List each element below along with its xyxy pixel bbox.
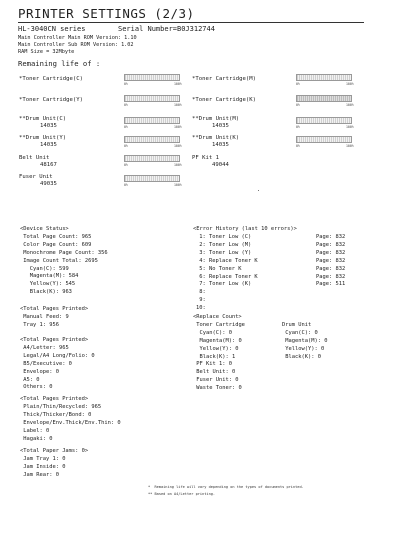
gauge-label: *Toner Cartridge(C) xyxy=(19,76,83,82)
gauge-value: 49035 xyxy=(40,181,57,187)
rom-info xyxy=(18,35,137,56)
gauge-max: 100% xyxy=(174,82,182,86)
pages-by-media-section: <Total Pages Printed> Plain/Thin/Recycled: 965 Thick/Thicker/Bond: 0 Envelope/Env.Thick/Env.Thin: 0 Label: 0 Hagaki: 0 xyxy=(20,396,121,442)
gauge-value: 14035 xyxy=(212,123,229,129)
gauge-min: 0% xyxy=(124,163,128,167)
gauge-min: 0% xyxy=(124,125,128,129)
gauge-label: **Drum Unit(M) xyxy=(192,116,240,122)
gauge-min: 0% xyxy=(124,82,128,86)
replace-count-section: <Replace Count> Toner Cartridge Cyan(C): 0 Magenta(M): 0 Yellow(Y): 0 Black(K): 1 PF Kit 1: 0 Belt Unit: 0 Fuser Unit: 0 Waste Toner: 0 xyxy=(193,314,245,392)
gauge-label: *Toner Cartridge(Y) xyxy=(19,97,83,103)
gauge-bar xyxy=(124,117,180,124)
gauge-bar xyxy=(296,136,352,143)
gauge-label: Belt Unit xyxy=(19,155,50,161)
gauge-max: 100% xyxy=(174,144,182,148)
separator-dot xyxy=(258,190,259,191)
device-status-section xyxy=(20,226,108,297)
gauge-max: 100% xyxy=(174,183,182,187)
gauge-bar xyxy=(124,175,180,182)
paper-jams-section: <Total Paper Jams: 0> Jam Tray 1: 0 Jam Inside: 0 Jam Rear: 0 xyxy=(20,448,89,478)
image-count-magenta: Magenta(M): 584 xyxy=(23,273,79,280)
pages-by-size-section: <Total Pages Printed> A4/Letter: 965 Legal/A4 Long/Folio: 0 B5/Executive: 0 Envelope: 0 A5: 0 Others: 0 xyxy=(20,337,95,391)
tray1-count: Tray 1: 956 xyxy=(23,321,59,328)
gauge-value: 14035 xyxy=(40,142,57,148)
section-title: <Replace Count> xyxy=(193,314,242,320)
toner-cartridge-heading: Toner Cartridge xyxy=(196,321,245,328)
page-title: PRINTER SETTINGS (2/3) xyxy=(18,6,195,21)
error-history-pages: Page: 832 Page: 832 Page: 832 Page: 832 Page: 832 Page: 832 Page: 511 xyxy=(316,234,346,288)
gauge-value: 14035 xyxy=(40,123,57,129)
section-title: <Total Paper Jams: 0> xyxy=(20,448,89,454)
model-name: HL-3040CN series xyxy=(18,25,86,33)
drum-unit-replace-count: Drum Unit Cyan(C): 0 Magenta(M): 0 Yellow(Y): 0 Black(K): 0 xyxy=(282,322,328,360)
gauge-max: 100% xyxy=(174,125,182,129)
gauge-label: Fuser Unit xyxy=(19,174,53,180)
gauge-max: 100% xyxy=(346,144,354,148)
gauge-label: **Drum Unit(C) xyxy=(19,116,67,122)
gauge-min: 0% xyxy=(124,103,128,107)
section-title: <Device Status> xyxy=(20,226,69,232)
gauge-min: 0% xyxy=(296,103,300,107)
gauge-min: 0% xyxy=(124,183,128,187)
main-rom-version: Main Controller Main ROM Version: 1.10 xyxy=(18,35,137,41)
mono-page-count: Monochrome Page Count: 356 xyxy=(23,249,108,256)
gauge-bar xyxy=(296,117,352,124)
gauge-bar xyxy=(296,74,352,81)
gauge-bar xyxy=(296,95,352,102)
gauge-bar xyxy=(124,74,180,81)
gauge-max: 100% xyxy=(346,125,354,129)
gauge-max: 100% xyxy=(174,163,182,167)
section-title: <Total Pages Printed> xyxy=(20,306,89,312)
gauge-value: 14035 xyxy=(212,142,229,148)
error-history-title: <Error History (last 10 errors)> xyxy=(193,226,297,232)
gauge-min: 0% xyxy=(296,144,300,148)
pages-by-feed-section xyxy=(20,306,88,330)
manual-feed-count: Manual Feed: 9 xyxy=(23,313,69,320)
gauge-label: **Drum Unit(K) xyxy=(192,135,240,141)
footnote-based-on: ** Based on A4/Letter printing. xyxy=(148,492,216,496)
gauge-bar xyxy=(124,95,180,102)
gauge-label: *Toner Cartridge(K) xyxy=(192,97,256,103)
gauge-min: 0% xyxy=(296,82,300,86)
total-page-count: Total Page Count: 965 xyxy=(23,233,92,240)
footnote-remaining-life: * Remaining life will vary depending on the types of documents printed. xyxy=(148,485,304,489)
gauge-min: 0% xyxy=(296,125,300,129)
serial-number: Serial Number=B0J312744 xyxy=(118,25,215,33)
gauge-max: 100% xyxy=(346,82,354,86)
section-title: <Total Pages Printed> xyxy=(20,337,89,343)
gauge-label: *Toner Cartridge(M) xyxy=(192,76,256,82)
image-count-total: Image Count Total: 2695 xyxy=(23,257,98,264)
gauge-max: 100% xyxy=(346,103,354,107)
drum-unit-heading: Drum Unit xyxy=(282,322,312,328)
gauge-max: 100% xyxy=(174,103,182,107)
section-title: <Total Pages Printed> xyxy=(20,396,89,402)
image-count-yellow: Yellow(Y): 545 xyxy=(23,281,76,288)
remaining-life-title: Remaining life of : xyxy=(18,59,101,68)
gauge-label: PF Kit 1 xyxy=(192,155,219,161)
title-divider xyxy=(18,22,364,23)
gauge-min: 0% xyxy=(124,144,128,148)
gauge-value: 49044 xyxy=(212,162,229,168)
gauge-value: 48167 xyxy=(40,162,57,168)
gauge-label: **Drum Unit(Y) xyxy=(19,135,67,141)
gauge-bar xyxy=(124,136,180,143)
gauge-bar xyxy=(124,155,180,162)
ram-size: RAM Size = 32Mbyte xyxy=(18,49,75,55)
sub-rom-version: Main Controller Sub ROM Version: 1.02 xyxy=(18,42,134,48)
image-count-cyan: Cyan(C): 599 xyxy=(23,265,69,272)
error-history-list: 1: Toner Low (C) 2: Toner Low (M) 3: Toner Low (Y) 4: Replace Toner K 5: No Toner K 6: Replace Toner K 7: Toner Low (K) 8: 9: 10: xyxy=(196,234,258,312)
color-page-count: Color Page Count: 609 xyxy=(23,241,92,248)
image-count-black: Black(K): 963 xyxy=(23,289,72,296)
